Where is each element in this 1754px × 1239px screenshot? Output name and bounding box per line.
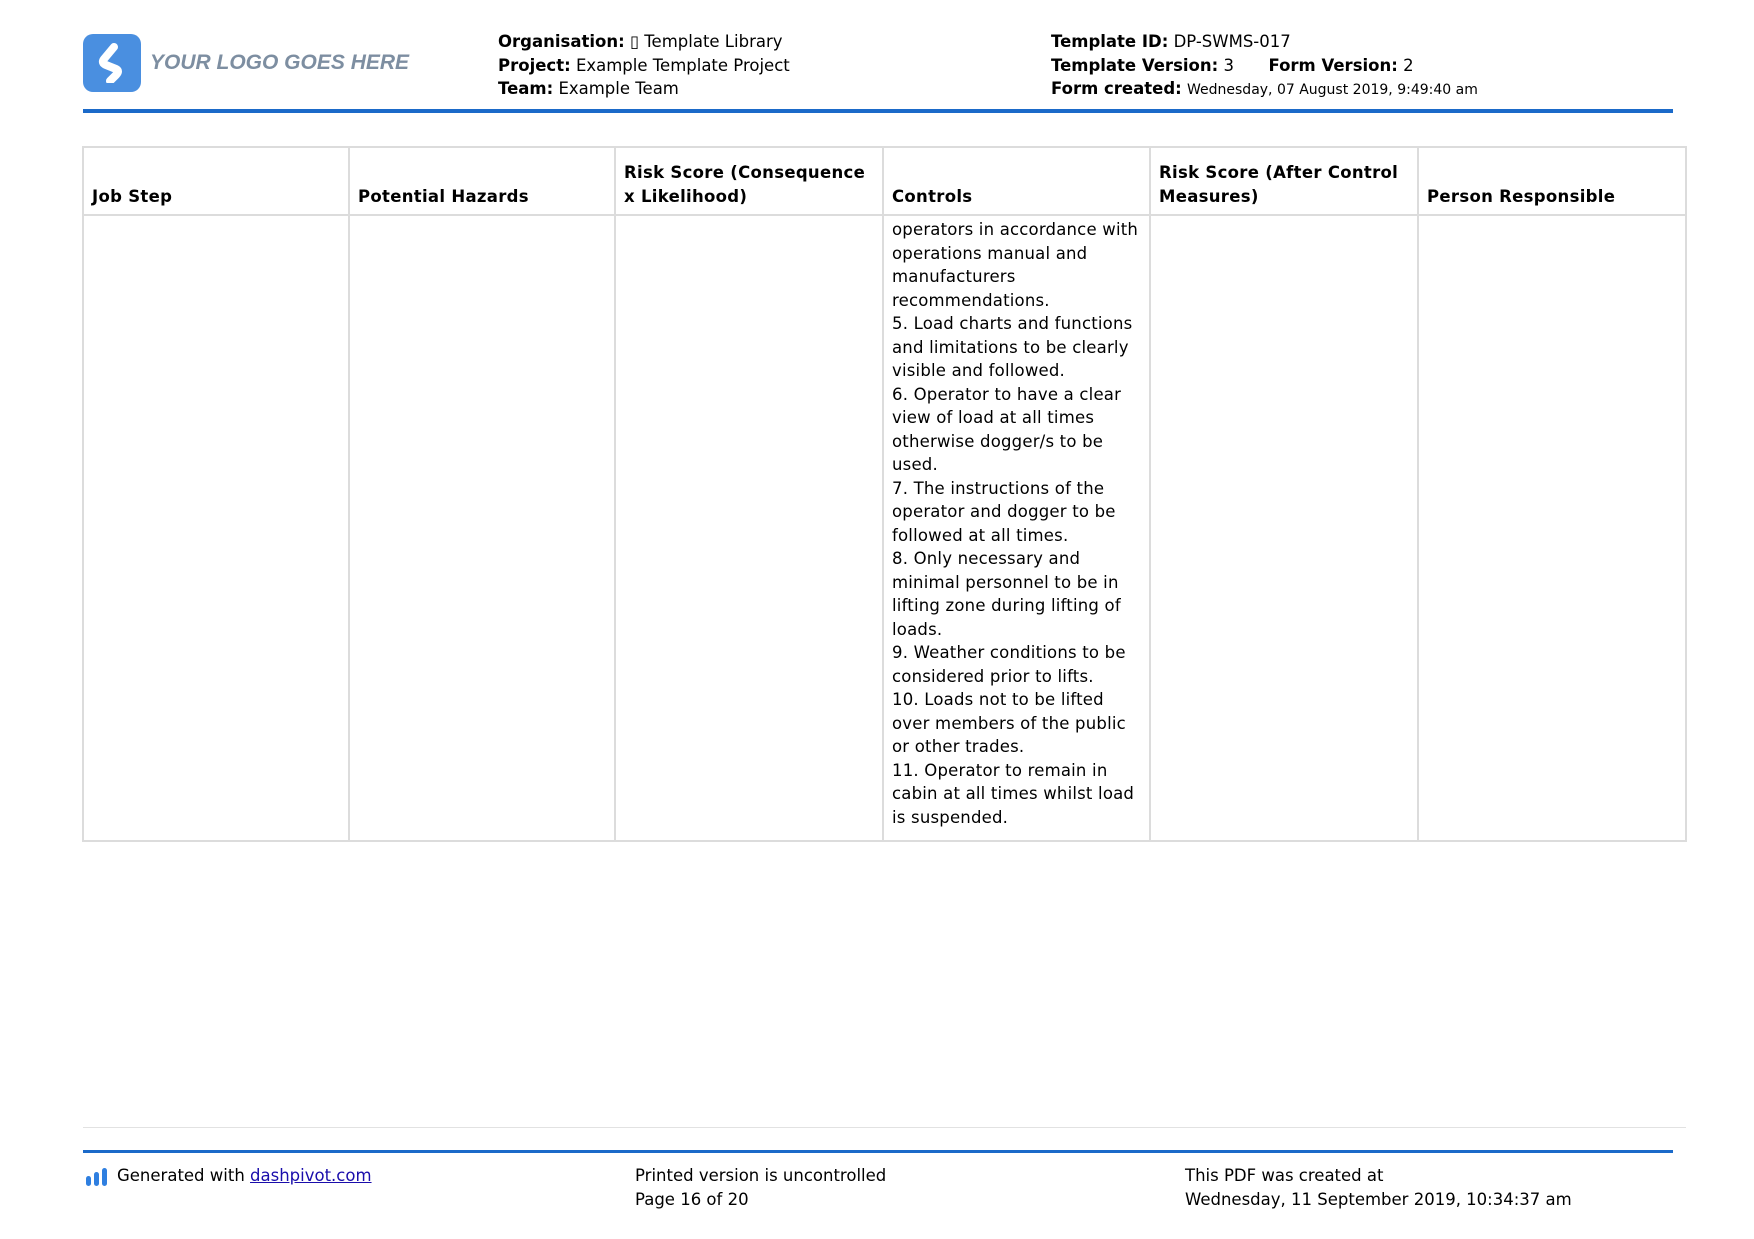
template-version-value: 3 <box>1223 55 1234 75</box>
control-item: 7. The instructions of the operator and dogger to be followed at all times. <box>892 478 1116 545</box>
form-created-value: Wednesday, 07 August 2019, 9:49:40 am <box>1187 82 1478 98</box>
form-version-value: 2 <box>1403 55 1414 75</box>
team-label: Team: <box>498 79 554 98</box>
cell-job-step <box>83 215 349 841</box>
header-divider <box>83 109 1673 113</box>
form-version-label: Form Version: <box>1268 55 1398 75</box>
organisation-line <box>498 30 790 54</box>
column-header-risk-score: Risk Score (Consequence x Likelihood) <box>615 147 883 215</box>
column-header-person-responsible: Person Responsible <box>1418 147 1686 215</box>
control-item: 6. Operator to have a clear view of load at all times otherwise dogger/s to be used. <box>892 384 1122 474</box>
control-item: 5. Load charts and functions and limitations to be clearly visible and followed. <box>892 314 1133 380</box>
form-created-label: Form created: <box>1051 79 1182 98</box>
template-version-label: Template Version: <box>1051 55 1219 75</box>
pdf-created-info <box>1185 1164 1572 1212</box>
pdf-created-value: Wednesday, 11 September 2019, 10:34:37 am <box>1185 1190 1572 1209</box>
footer-divider <box>83 1150 1673 1153</box>
generated-with <box>85 1164 372 1188</box>
template-meta <box>1051 30 1478 103</box>
logo-icon <box>83 34 141 92</box>
page-number: Page 16 of 20 <box>635 1190 749 1209</box>
column-header-potential-hazards: Potential Hazards <box>349 147 615 215</box>
column-header-risk-score-after: Risk Score (After Control Measures) <box>1150 147 1418 215</box>
cell-controls <box>883 215 1150 841</box>
print-info <box>635 1164 886 1212</box>
project-line <box>498 54 790 78</box>
form-created-line <box>1051 77 1478 103</box>
table-row <box>83 215 1686 841</box>
generated-prefix: Generated with <box>117 1166 251 1185</box>
pdf-created-label: This PDF was created at <box>1185 1166 1384 1185</box>
team-line <box>498 77 790 101</box>
control-item: 9. Weather conditions to be considered prior to lifts. <box>892 643 1126 686</box>
control-item: 11. Operator to remain in cabin at all times whilst load is suspended. <box>892 760 1135 827</box>
control-item: 8. Only necessary and minimal personnel to be in lifting zone during lifting of loads. <box>892 549 1121 639</box>
footer-separator <box>83 1127 1686 1128</box>
project-label: Project: <box>498 55 571 75</box>
dashpivot-link[interactable]: dashpivot.com <box>250 1166 372 1185</box>
cell-potential-hazards <box>349 215 615 841</box>
organisation-meta <box>498 30 790 101</box>
cell-risk-score-after <box>1150 215 1418 841</box>
organisation-value: ▯ Template Library <box>629 32 783 51</box>
company-logo <box>83 34 409 92</box>
printed-note: Printed version is uncontrolled <box>635 1166 887 1185</box>
column-header-job-step: Job Step <box>83 147 349 215</box>
table-header-row <box>83 147 1686 215</box>
dashpivot-icon <box>85 1165 109 1187</box>
template-id-label: Template ID: <box>1051 32 1169 51</box>
version-line <box>1051 54 1478 78</box>
cell-person-responsible <box>1418 215 1686 841</box>
control-item: operators in accordance with operations manual and manufacturers recommendations. <box>892 220 1139 310</box>
logo-text: YOUR LOGO GOES HERE <box>150 51 410 74</box>
swms-table <box>82 146 1687 842</box>
template-id-value: DP-SWMS-017 <box>1173 32 1291 51</box>
cell-risk-score <box>615 215 883 841</box>
control-item: 10. Loads not to be lifted over members of the public or other trades. <box>892 690 1126 756</box>
page-header <box>83 30 1673 110</box>
team-value: Example Team <box>558 79 679 98</box>
organisation-label: Organisation: <box>498 32 625 51</box>
template-id-line <box>1051 30 1478 54</box>
project-value: Example Template Project <box>575 55 790 75</box>
column-header-controls: Controls <box>883 147 1150 215</box>
